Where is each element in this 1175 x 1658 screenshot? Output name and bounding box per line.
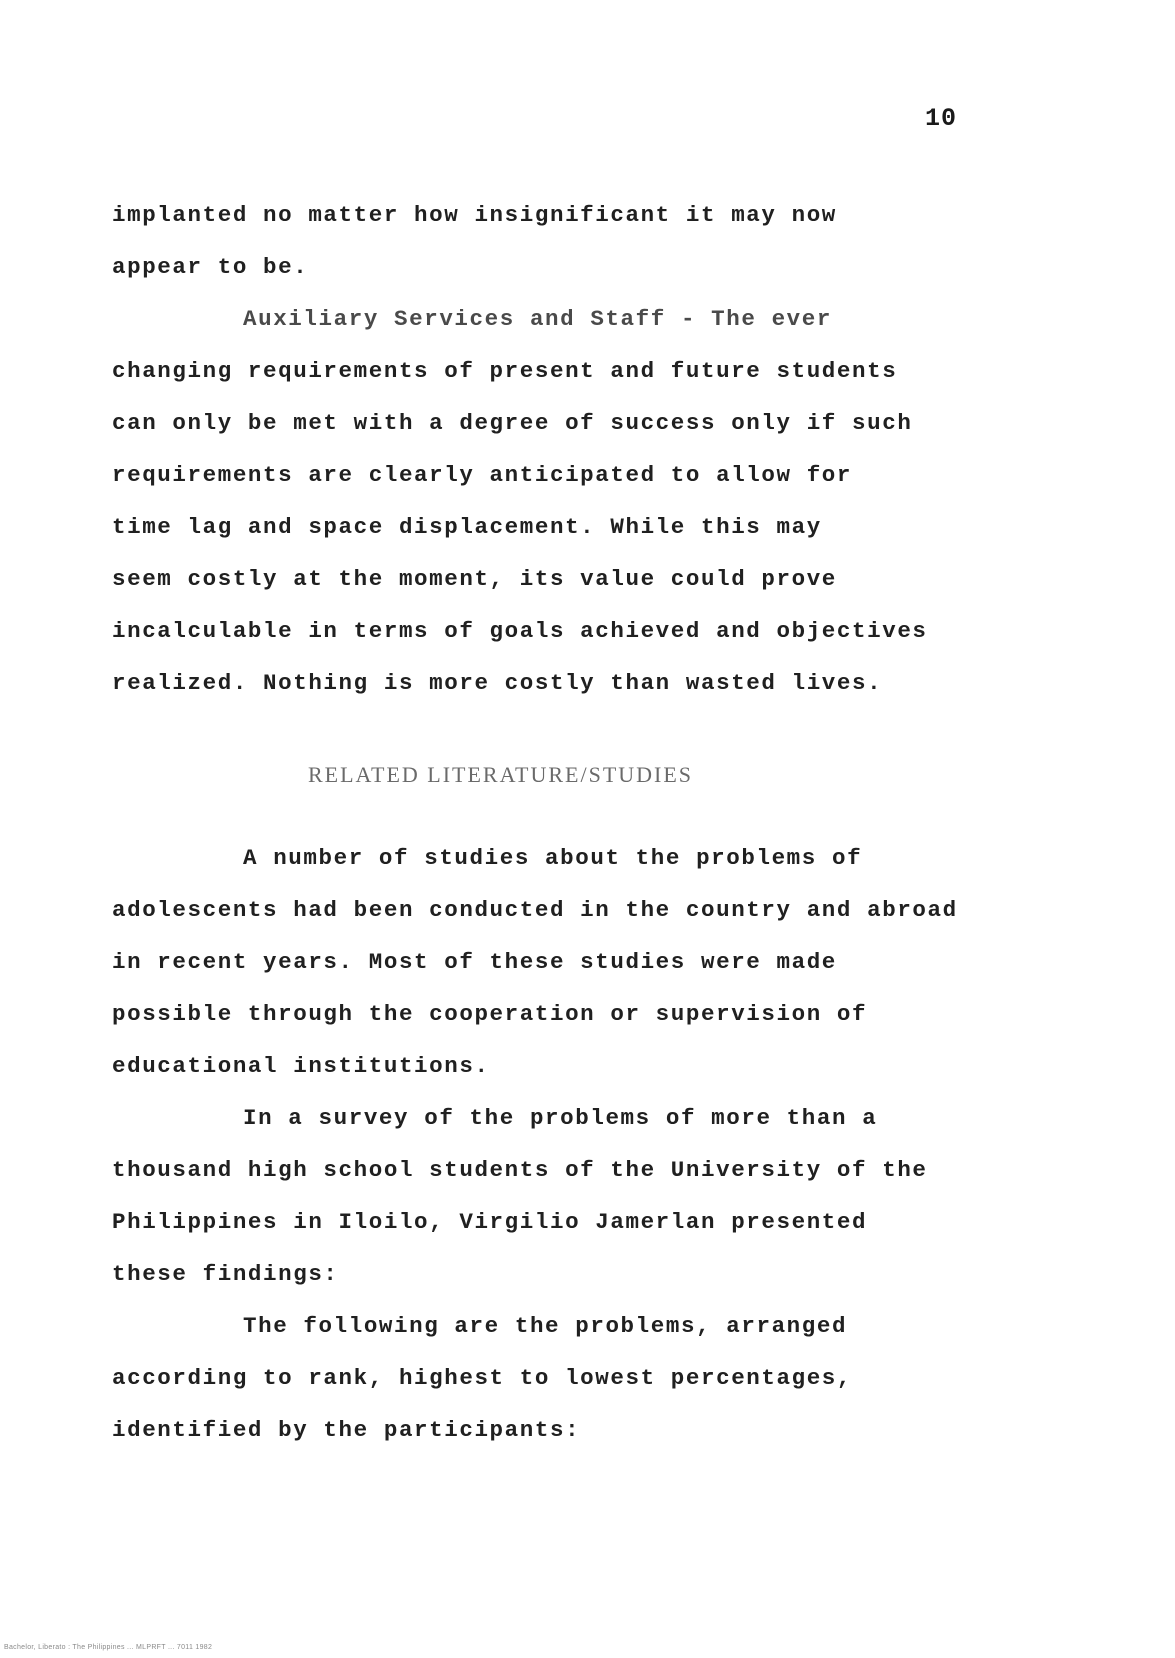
paragraph-5-line-3: identified by the participants: — [112, 1417, 581, 1443]
paragraph-3-line-1: A number of studies about the problems of — [243, 845, 863, 871]
paragraph-2-line-2: changing requirements of present and future students — [112, 358, 898, 384]
paragraph-2-line-8: realized. Nothing is more costly than wasted lives. — [112, 670, 883, 696]
paragraph-2-line-6: seem costly at the moment, its value could prove — [112, 566, 837, 592]
paragraph-4-line-1: In a survey of the problems of more than a — [243, 1105, 878, 1131]
paragraph-2-line-3: can only be met with a degree of success only if such — [112, 410, 913, 436]
paragraph-4-line-4: these findings: — [112, 1261, 339, 1287]
paragraph-4-line-2: thousand high school students of the University of the — [112, 1157, 928, 1183]
paragraph-1-line-2: appear to be. — [112, 254, 309, 280]
paragraph-2-line-7: incalculable in terms of goals achieved and objectives — [112, 618, 928, 644]
page-number: 10 — [925, 104, 958, 133]
paragraph-3-line-4: possible through the cooperation or supervision of — [112, 1001, 868, 1027]
footer-text: Bachelor, Liberato : The Philippines ... MLPRFT ... 7011 1982 — [4, 1644, 213, 1651]
paragraph-4-line-3: Philippines in Iloilo, Virgilio Jamerlan presented — [112, 1209, 868, 1235]
section-heading: RELATED LITERATURE/STUDIES — [308, 762, 694, 787]
paragraph-2-line-4: requirements are clearly anticipated to allow for — [112, 462, 853, 488]
paragraph-3-line-5: educational institutions. — [112, 1053, 490, 1079]
paragraph-5-line-1: The following are the problems, arranged — [243, 1313, 848, 1339]
paragraph-3-line-2: adolescents had been conducted in the country and abroad — [112, 897, 958, 923]
paragraph-3-line-3: in recent years. Most of these studies were made — [112, 949, 837, 975]
paragraph-2-line-5: time lag and space displacement. While this may — [112, 514, 822, 540]
paragraph-2-line-1: Auxiliary Services and Staff - The ever — [243, 306, 832, 332]
paragraph-1-line-1: implanted no matter how insignificant it may now — [112, 202, 837, 228]
paragraph-5-line-2: according to rank, highest to lowest percentages, — [112, 1365, 853, 1391]
